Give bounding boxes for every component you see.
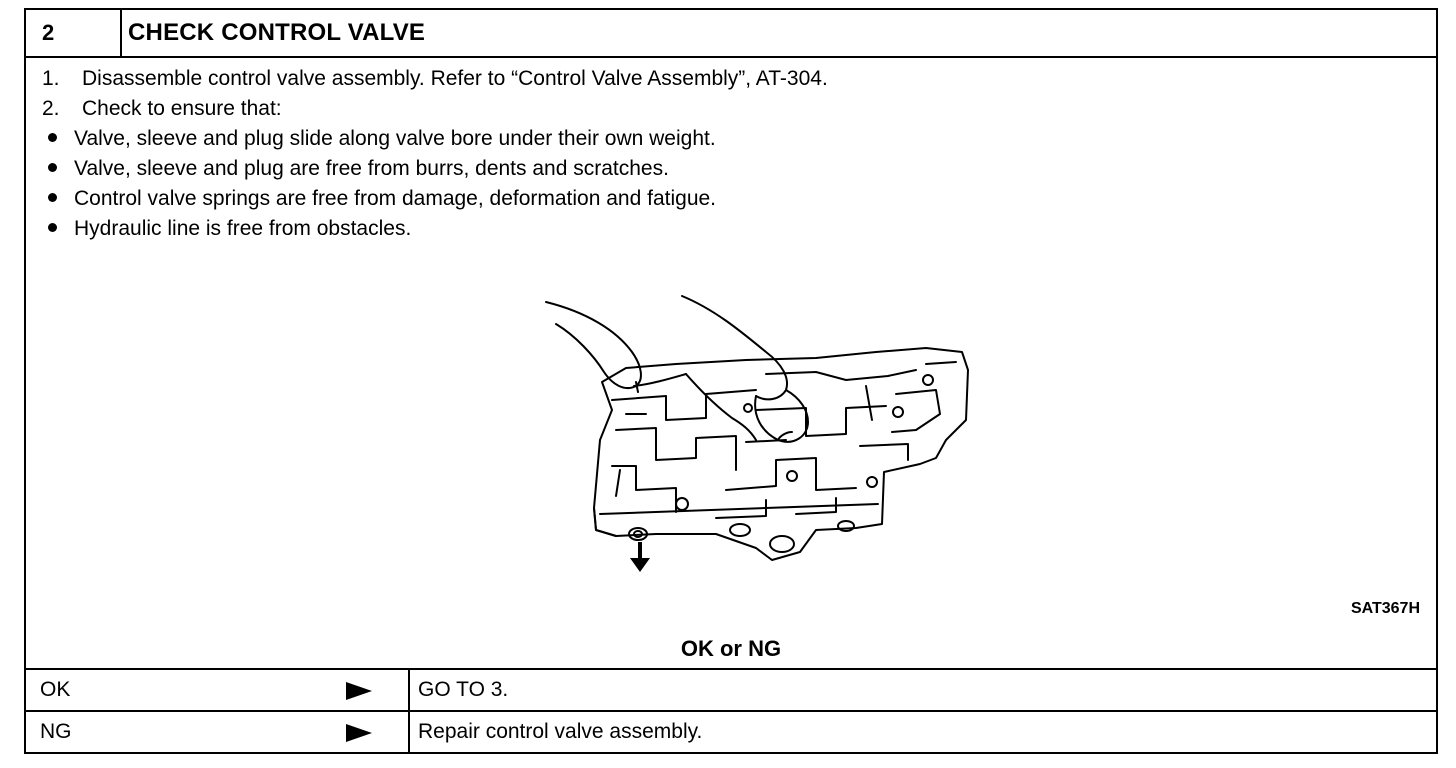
- bullet-item: [42, 124, 1422, 154]
- bullet-icon: [48, 193, 57, 202]
- result-action: GO TO 3.: [418, 678, 509, 701]
- result-label: NG: [40, 720, 72, 743]
- instruction-item-1: [42, 64, 1422, 94]
- bullet-text: Valve, sleeve and plug slide along valve bore under their own weight.: [74, 127, 716, 150]
- bullet-text: Control valve springs are free from damage, deformation and fatigue.: [74, 187, 717, 210]
- bullet-text: Hydraulic line is free from obstacles.: [74, 217, 412, 240]
- bullet-icon: [48, 223, 57, 232]
- down-arrow-icon: [630, 542, 650, 572]
- result-label: OK: [40, 678, 71, 701]
- result-action: Repair control valve assembly.: [418, 720, 703, 743]
- control-valve-illustration: [516, 290, 996, 590]
- step-header: [26, 10, 1436, 58]
- instruction-text: Disassemble control valve assembly. Refer to “Control Valve Assembly”, AT-304.: [82, 67, 828, 90]
- bullet-icon: [48, 133, 57, 142]
- instruction-number: 1.: [42, 67, 60, 90]
- bullet-item: [42, 154, 1422, 184]
- bullet-item: [42, 184, 1422, 214]
- step-title: CHECK CONTROL VALVE: [128, 19, 426, 46]
- instruction-number: 2.: [42, 97, 60, 120]
- right-arrow-icon: [346, 682, 372, 700]
- bullet-text: Valve, sleeve and plug are free from burrs, dents and scratches.: [74, 157, 669, 180]
- result-table: [26, 668, 1436, 754]
- instructions: [42, 64, 1422, 244]
- bullet-item: [42, 214, 1422, 244]
- instruction-text: Check to ensure that:: [82, 97, 282, 120]
- result-row-ng: [26, 712, 1436, 754]
- step-number: 2: [26, 10, 122, 56]
- valve-body-drawing: [516, 290, 996, 590]
- result-row-ok: [26, 670, 1436, 712]
- bullet-icon: [48, 163, 57, 172]
- figure-code: SAT367H: [1350, 600, 1420, 617]
- column-divider: [408, 712, 410, 754]
- column-divider: [408, 670, 410, 710]
- ok-ng-question: OK or NG: [680, 636, 782, 661]
- right-arrow-icon: [346, 724, 372, 742]
- instruction-item-2: [42, 94, 1422, 124]
- diagnostic-step-table: [24, 8, 1438, 754]
